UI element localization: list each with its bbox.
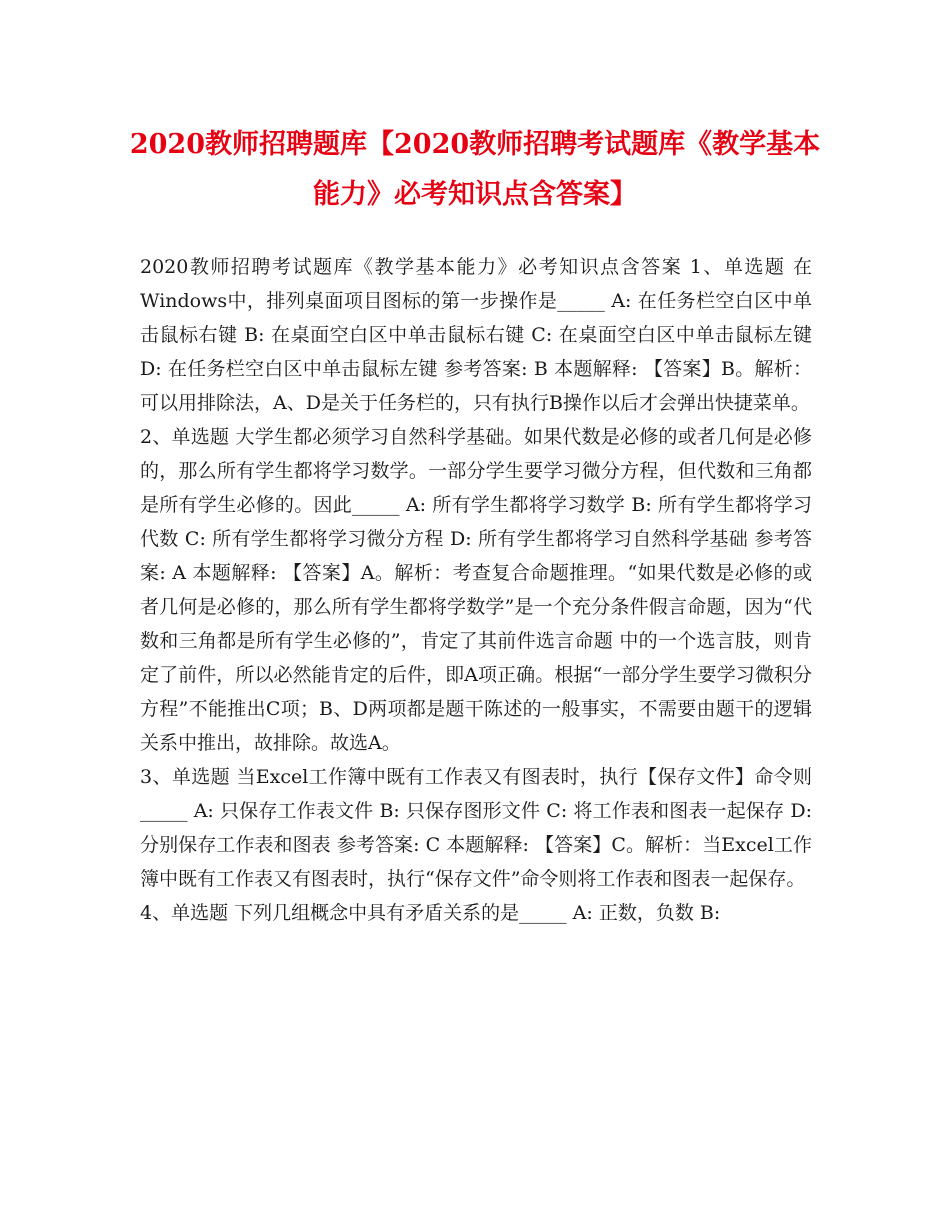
document-body	[140, 250, 812, 930]
question-1-paragraph: 2020教师招聘考试题库《教学基本能力》必考知识点含答案 1、单选题 在Windows中，排列桌面项目图标的第一步操作是_____ A: 在任务栏空白区中单击鼠标右键 B: 在桌面空白区中单击鼠标右键 C: 在桌面空白区中单击鼠标左键 D: 在任务栏空白区中单击鼠标左键 参考答案: B 本题解释: 【答案】B。解析：可以用排除法，A、D是关于任务栏的，只有执行B操作以后才会弹出快捷菜单。	[140, 256, 812, 414]
question-3-paragraph: 3、单选题 当Excel工作簿中既有工作表又有图表时，执行【保存文件】命令则_____ A: 只保存工作表文件 B: 只保存图形文件 C: 将工作表和图表一起保存 D: 分别保存工作表和图表 参考答案: C 本题解释: 【答案】C。解析：当Excel工作簿中既有工作表又有图表时，执行“保存文件”命令则将工作表和图表一起保存。	[140, 766, 812, 890]
question-4-paragraph: 4、单选题 下列几组概念中具有矛盾关系的是_____ A: 正数，负数 B:	[140, 902, 721, 924]
question-2-paragraph: 2、单选题 大学生都必须学习自然科学基础。如果代数是必修的或者几何是必修的，那么所有学生都将学习数学。一部分学生要学习微分方程，但代数和三角都是所有学生必修的。因此_____ A: 所有学生都将学习数学 B: 所有学生都将学习代数 C: 所有学生都将学习微分方程 D: 所有学生都将学习自然科学基础 参考答案: A 本题解释: 【答案】A。解析：考查复合命题推理。“如果代数是必修的或者几何是必修的，那么所有学生都将学数学”是一个充分条件假言命题，因为“代数和三角都是所有学生必修的”，肯定了其前件选言命题 中的一个选言肢，则肯定了前件，所以必然能肯定的后件，即A项正确。根据“一部分学生要学习微积分 方程”不能推出C项；B、D两项都是题干陈述的一般事实，不需要由题干的逻辑关系中推出，故排除。故选A。	[140, 426, 812, 754]
document-title: 2020教师招聘题库【2020教师招聘考试题库《教学基本能力》必考知识点含答案】	[129, 129, 821, 210]
